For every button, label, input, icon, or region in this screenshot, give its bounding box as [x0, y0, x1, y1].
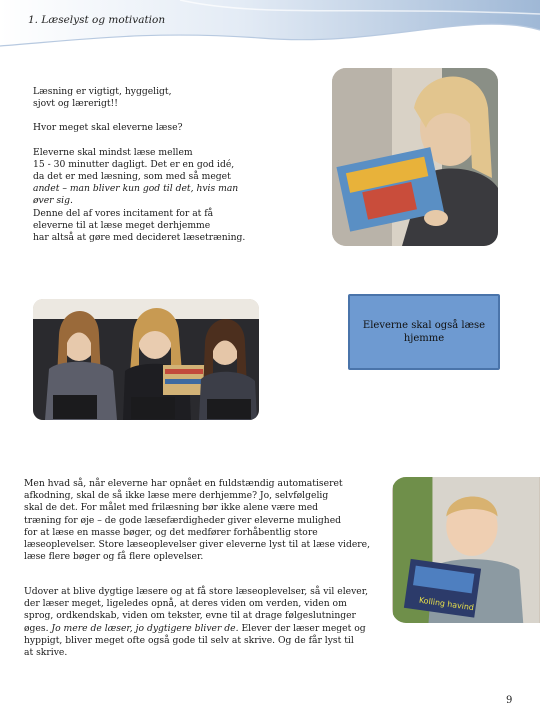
intro-body-line: andet – man bliver kun god til det, hvis man [33, 183, 239, 195]
photo-boy-reading [392, 477, 540, 623]
intro-body-line: har altså at gøre med decideret læsetræning. [33, 232, 246, 244]
intro-text [33, 86, 318, 244]
bottom-line: der læser meget, ligeledes opnå, at deres viden om verden, viden om [24, 598, 347, 610]
middle-line: Men hvad så, når eleverne har opnået en fuldstændig automatiseret [24, 478, 343, 489]
intro-body-line: øver sig. [33, 195, 73, 207]
bottom-line: at skrive. [24, 647, 68, 659]
bottom-line-mixed [24, 623, 384, 635]
intro-body-line: 15 - 30 minutter dagligt. Det er en god idé, [33, 158, 235, 170]
book-title-text: Kolling havind [418, 595, 475, 613]
intro-body-line: eleverne til at læse meget derhjemme [33, 219, 211, 231]
header-wave-decoration [0, 0, 540, 58]
bottom-line: hyppigt, bliver meget ofte også gode til selv at skrive. Og de får lyst til [24, 634, 354, 646]
chapter-title: 1. Læselyst og motivation [28, 14, 166, 26]
intro-line: sjovt og lærerigt!! [33, 98, 118, 110]
middle-line: afkodning, skal de så ikke læse mere derhjemme? Jo, selvfølgelig [24, 490, 329, 502]
callout-text: Eleverne skal også læse hjemme [362, 320, 486, 344]
photo-girl-reading [332, 68, 498, 246]
intro-body-line: da det er med læsning, som med så meget [33, 171, 231, 183]
page-number: 9 [506, 695, 513, 706]
middle-line: læseoplevelser. Store læseoplevelser giver eleverne lyst til at læse videre, [24, 539, 371, 551]
photo-girls-sofa [33, 299, 259, 420]
callout-box [348, 294, 500, 370]
bottom-paragraph [24, 586, 384, 659]
middle-line: læse flere bøger og få flere oplevelser. [24, 551, 204, 563]
bottom-line: sprog, ordkendskab, viden om tekster, evne til at drage følgeslutninger [24, 610, 356, 622]
bottom-text: Elever der læser meget og [241, 622, 366, 634]
middle-line: træning for øje – de gode læsefærdigheder giver eleverne mulighed [24, 514, 342, 526]
middle-line: skal de det. For målet med frilæsning bør ikke alene være med [24, 502, 319, 514]
intro-body-line: Denne del af vores incitament for at få [33, 207, 214, 219]
bottom-text: øges. [24, 622, 49, 634]
middle-line: for at læse en masse bøger, og det medfører forhåbentlig store [24, 526, 318, 538]
header-band [0, 0, 540, 58]
intro-line: Læsning er vigtigt, hyggeligt, [33, 86, 172, 97]
middle-paragraph [24, 478, 384, 563]
bottom-italic-text: Jo mere de læser, jo dygtigere bliver de. [51, 622, 239, 634]
intro-body-line: Eleverne skal mindst læse mellem [33, 146, 193, 158]
bottom-line: Udover at blive dygtige læsere og at få store læseoplevelser, så vil elever, [24, 586, 368, 597]
intro-question: Hvor meget skal eleverne læse? [33, 122, 183, 134]
